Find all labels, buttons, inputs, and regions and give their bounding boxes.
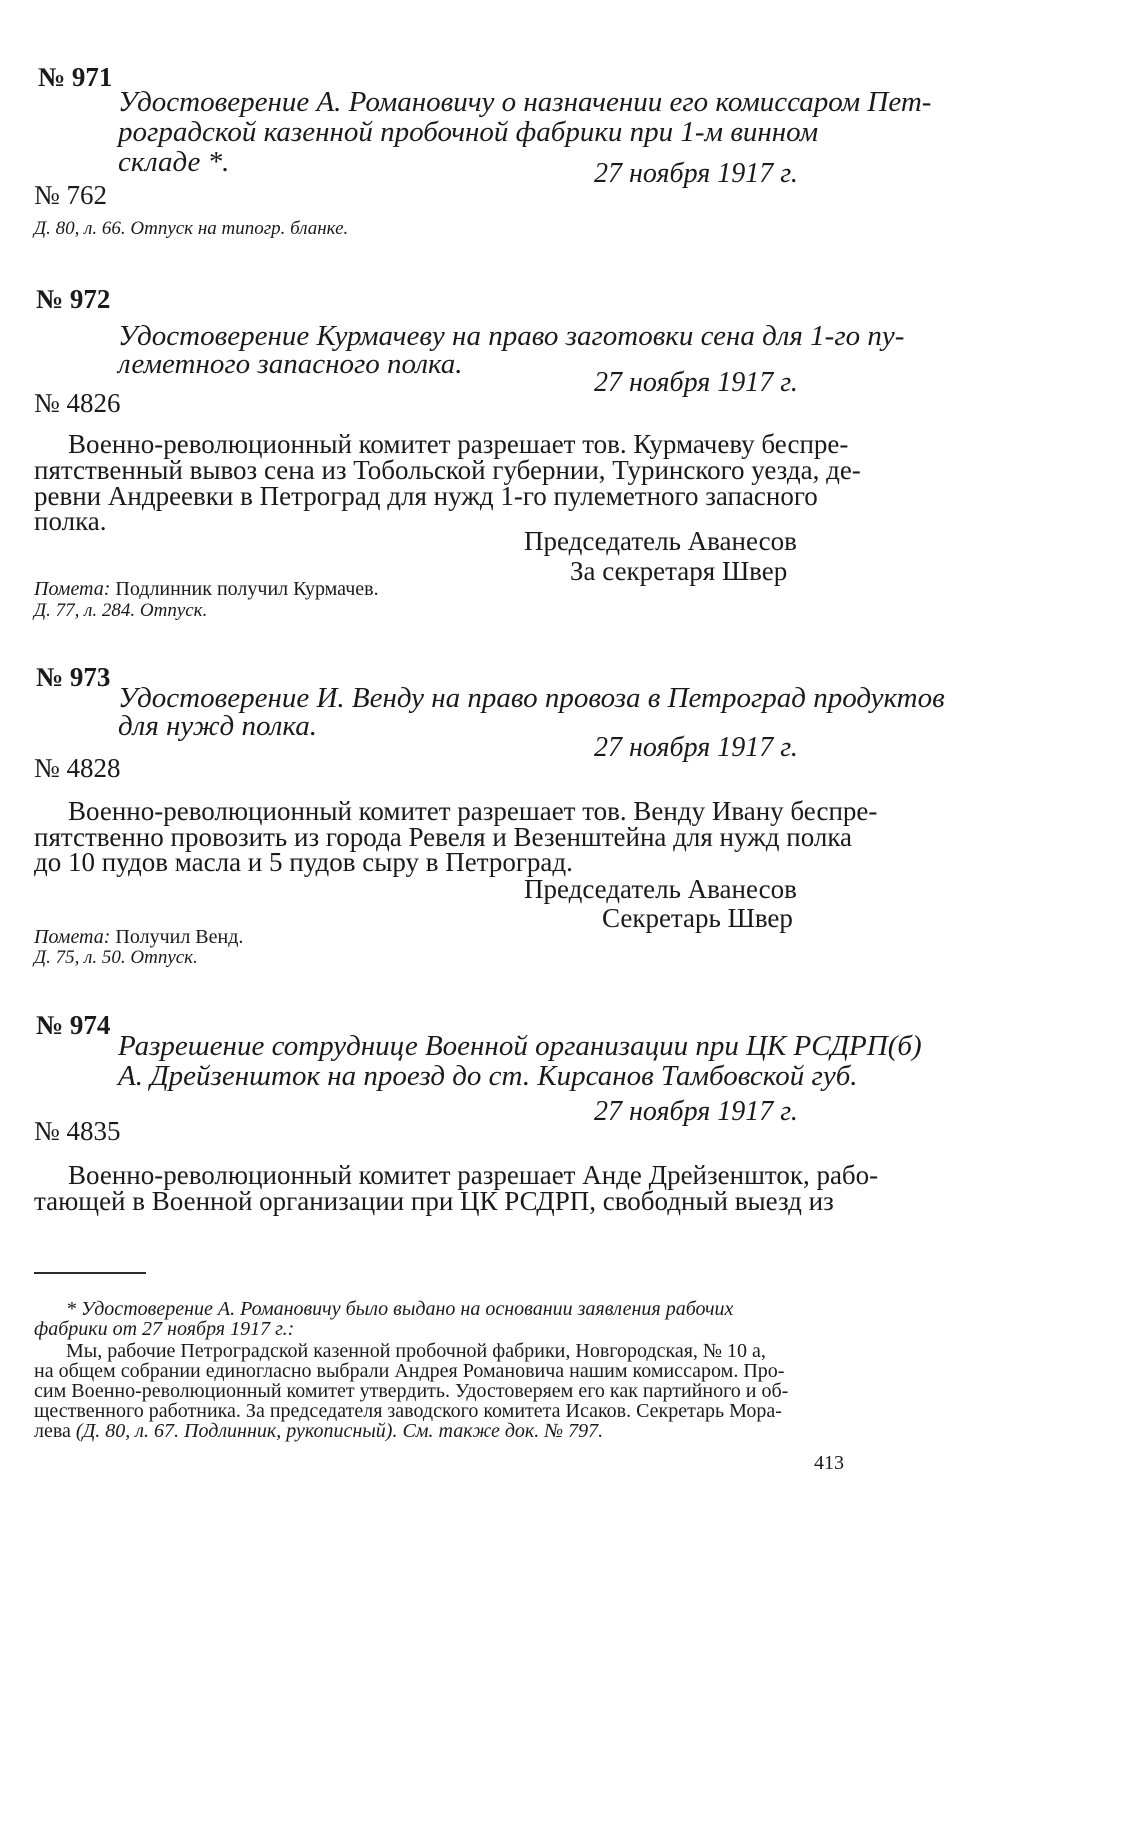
doc-971-title-line: роградской казенной пробочной фабрики при 1-м винном [118,116,819,148]
doc-971-reg-number: № 762 [34,180,108,210]
doc-972-signature-chair: Председатель Аванесов [524,526,797,556]
doc-973-note-label: Помета: [34,926,111,948]
doc-971-title-line: Удостоверение А. Романовичу о назначении его комиссаром Пет- [118,86,932,118]
doc-974-title-line: Разрешение сотруднице Военной организации при ЦК РСДРП(б) [118,1030,922,1062]
doc-973-body-line: до 10 пудов масла и 5 пудов сыру в Петроград. [34,847,573,877]
doc-973-signature-secretary: Секретарь Швер [602,903,793,933]
doc-972-body-line: Военно-революционный комитет разрешает тов. Курмачеву беспре- [68,429,849,459]
footnote-intro-line: фабрики от 27 ноября 1917 г.: [34,1318,295,1340]
doc-973-title-line: Удостоверение И. Венду на право провоза в Петроград продуктов [118,682,945,714]
doc-973-note-text: Получил Венд. [115,926,244,948]
doc-973-reg-number: № 4828 [34,753,121,783]
doc-972-reference: Д. 77, л. 284. Отпуск. [34,600,208,621]
doc-974-title-line: А. Дрейзеншток на проезд до ст. Кирсанов Тамбовской губ. [118,1060,858,1092]
doc-972-note-label: Помета: [34,578,111,600]
doc-972-title-line: Удостоверение Курмачеву на право заготовки сена для 1-го пу- [118,320,905,352]
doc-974-body-line: тающей в Военной организации при ЦК РСДРП, свободный выезд из [34,1186,834,1216]
doc-973-signature-chair: Председатель Аванесов [524,874,797,904]
footnote-separator [34,1272,146,1274]
doc-972-body-line: пятственный вывоз сена из Тобольской губернии, Туринского уезда, де- [34,455,861,485]
footnote-last-line-reference: (Д. 80, л. 67. Подлинник, рукописный). См. также док. № 797. [75,1420,604,1442]
doc-972-body-line: полка. [34,506,107,536]
footnote-last-line [34,1420,603,1443]
doc-974-body-line: Военно-революционный комитет разрешает Анде Дрейзеншток, рабо- [68,1160,879,1190]
doc-973-note [34,926,243,949]
doc-973-title-line: для нужд полка. [118,710,317,742]
doc-971-title-line: складе *. [118,146,230,178]
doc-972-reg-number: № 4826 [34,388,121,418]
doc-972-signature-secretary: За секретаря Швер [570,556,788,586]
doc-971-number: № 971 [38,62,113,92]
page-number: 413 [814,1452,844,1474]
footnote-text-line: на общем собрании единогласно выбрали Андрея Романовича нашим комиссаром. Про- [34,1360,785,1382]
doc-973-body-line: Военно-революционный комитет разрешает тов. Венду Ивану беспре- [68,796,878,826]
doc-974-reg-number: № 4835 [34,1116,121,1146]
doc-974-number: № 974 [36,1010,111,1040]
doc-973-body-line: пятственно провозить из города Ревеля и Везенштейна для нужд полка [34,822,853,852]
footnote-text-line: сим Военно-революционный комитет утвердить. Удостоверяем его как партийного и об- [34,1380,789,1402]
doc-971-reference: Д. 80, л. 66. Отпуск на типогр. бланке. [34,218,349,239]
doc-972-date: 27 ноября 1917 г. [594,367,798,398]
doc-972-note-text: Подлинник получил Курмачев. [115,578,379,600]
doc-973-date: 27 ноября 1917 г. [594,732,798,763]
doc-973-reference: Д. 75, л. 50. Отпуск. [34,947,198,968]
doc-972-title-line: леметного запасного полка. [118,348,463,380]
footnote-intro-line: * Удостоверение А. Романовичу было выдано на основании заявления рабочих [66,1298,734,1320]
doc-972-note [34,578,379,601]
doc-971-date: 27 ноября 1917 г. [594,158,798,189]
footnote-text-line: Мы, рабочие Петроградской казенной пробочной фабрики, Новгородская, № 10 а, [66,1340,766,1362]
doc-972-number: № 972 [36,284,111,314]
footnote-text-line: щественного работника. За председателя заводского комитета Исаков. Секретарь Мора- [34,1400,782,1422]
doc-974-date: 27 ноября 1917 г. [594,1096,798,1127]
doc-972-body-line: ревни Андреевки в Петроград для нужд 1-го пулеметного запасного [34,481,818,511]
doc-973-number: № 973 [36,662,111,692]
footnote-last-line-start: лева [34,1420,71,1442]
